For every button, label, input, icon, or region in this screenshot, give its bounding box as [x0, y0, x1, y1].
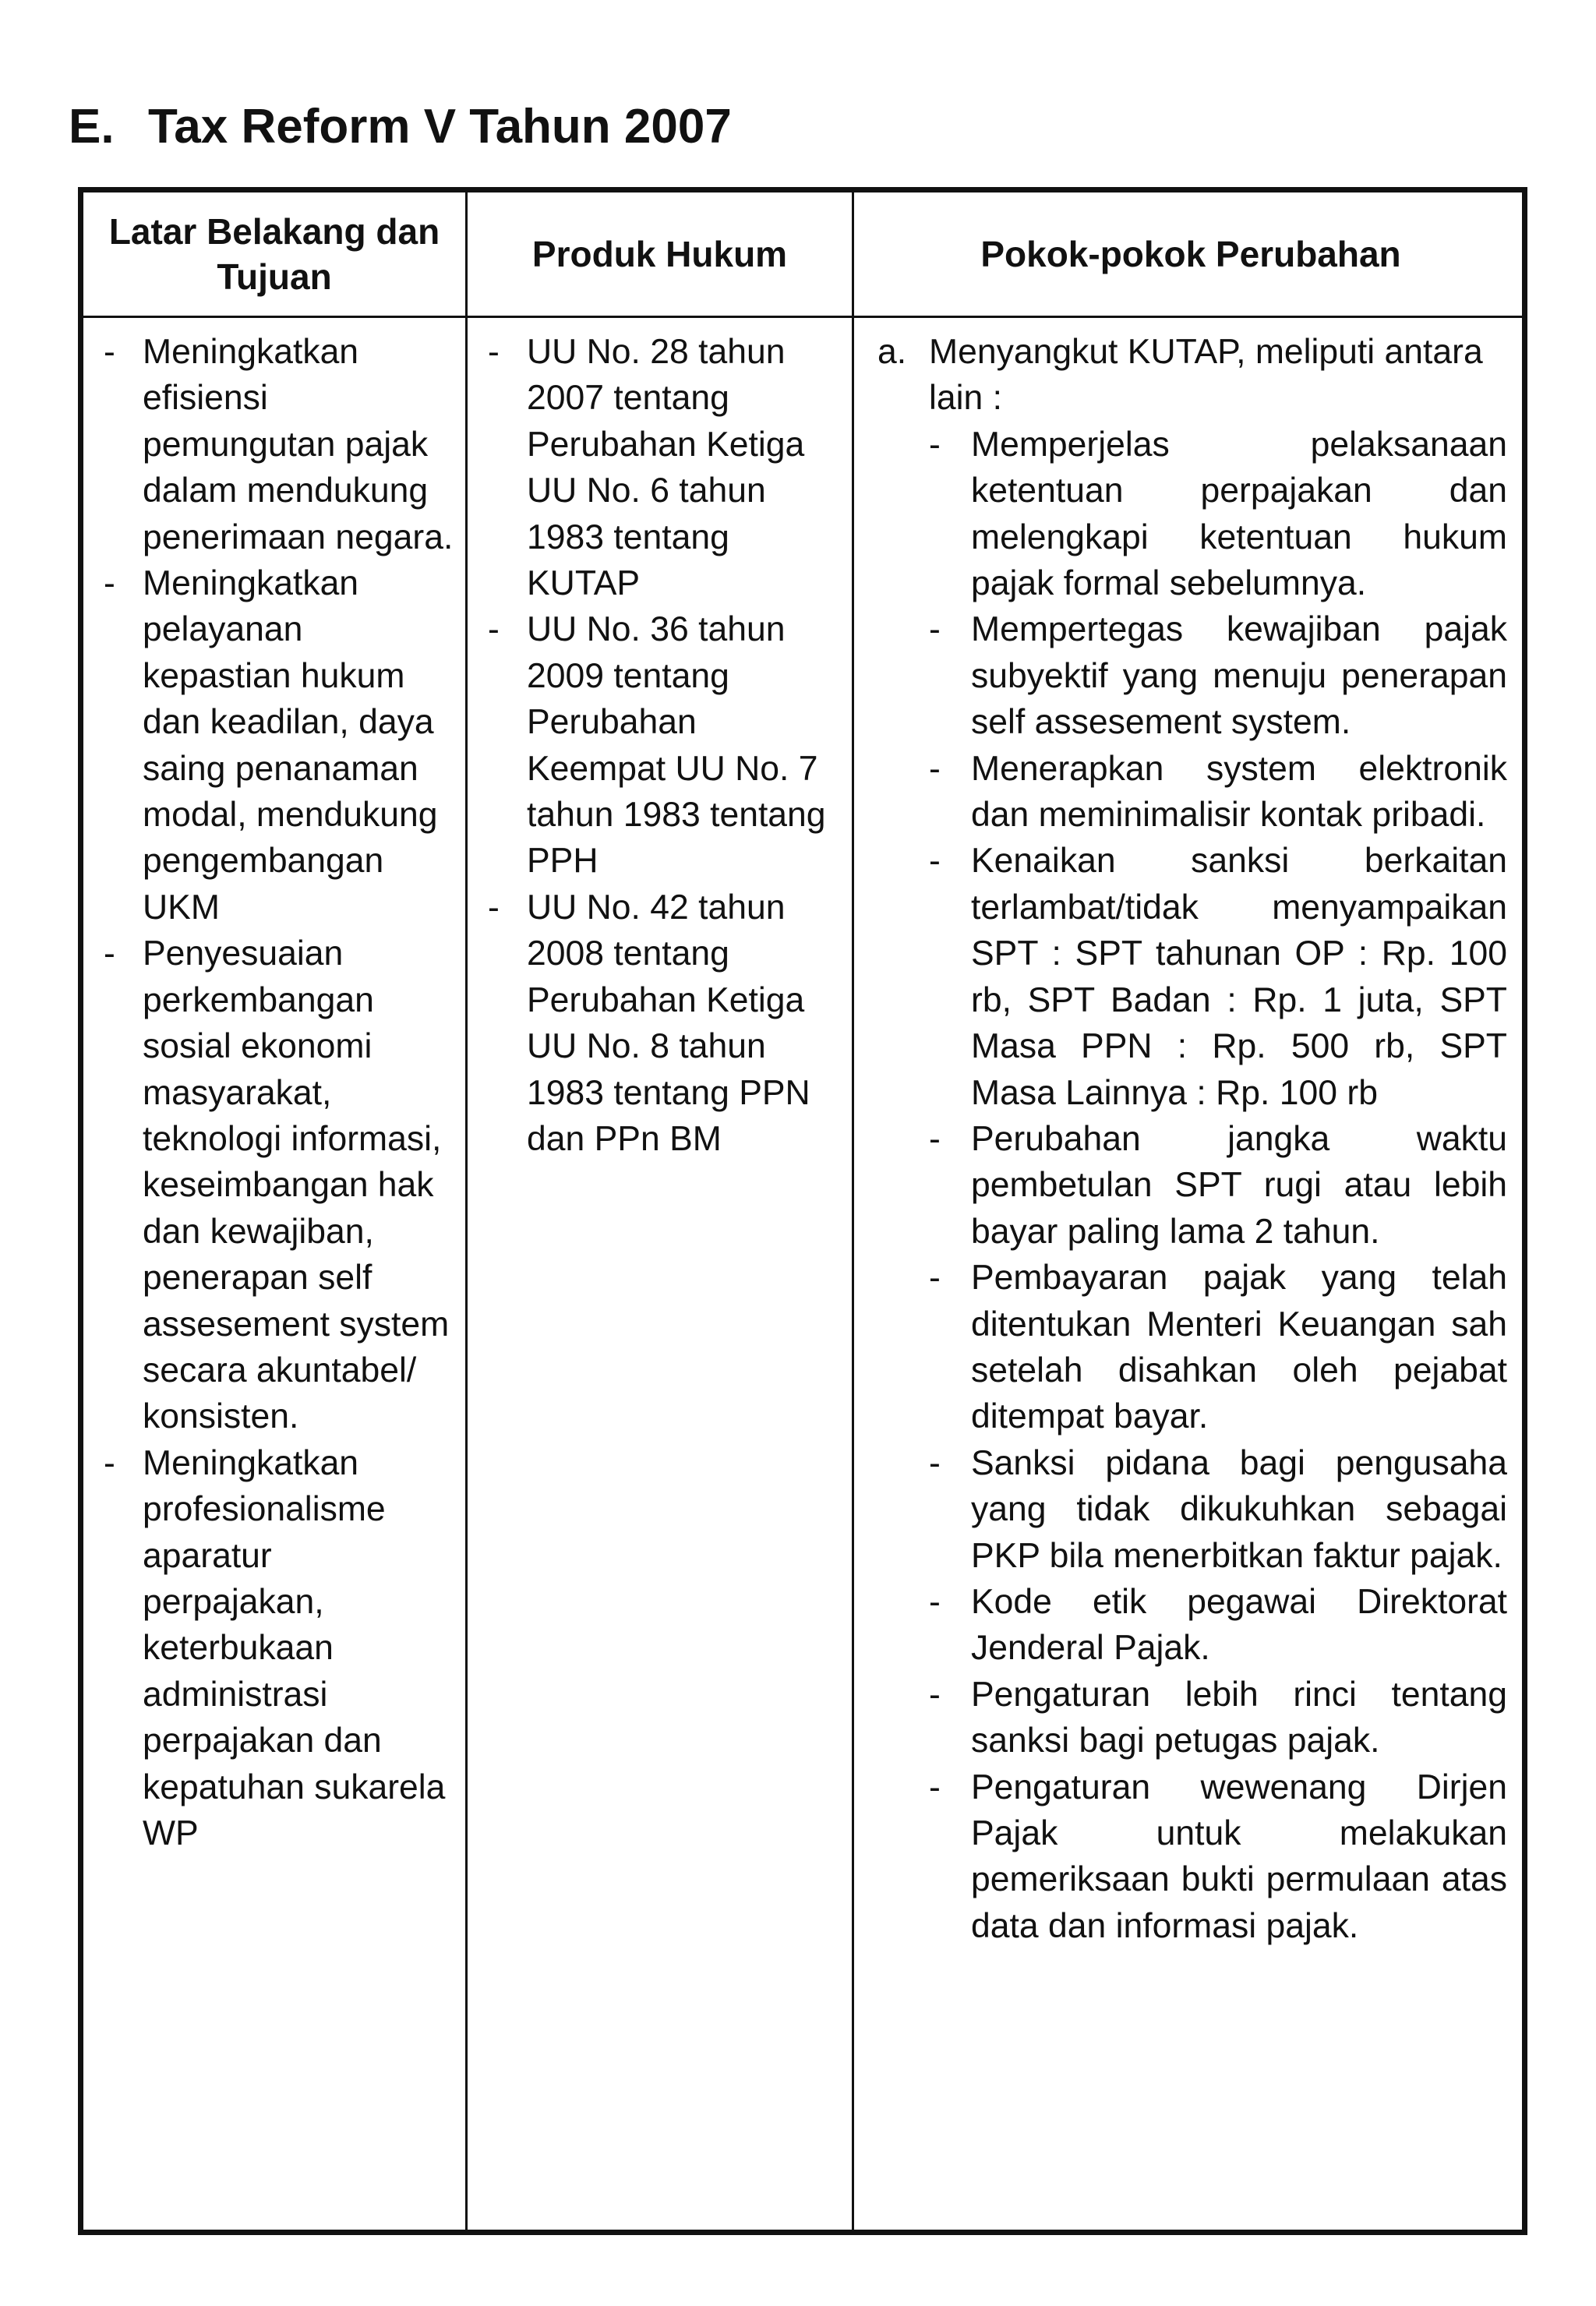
header-latar-belakang: Latar Belakang dan Tujuan [108, 211, 440, 297]
section-title [69, 100, 732, 154]
pokok-item-a [854, 329, 1527, 1949]
list-item: - Meningkatkan pelayanan kepastian hukum dan keadilan, daya saing penanaman modal, mendukung pengembangan UKM [83, 560, 465, 931]
list-marker: - [104, 934, 115, 973]
list-item: - UU No. 36 tahun 2009 tentang Perubahan Keempat UU No. 7 tahun 1983 tentang PPH [468, 606, 852, 884]
tax-reform-table [78, 187, 1527, 2235]
list-marker: - [104, 1443, 115, 1482]
list-marker: - [488, 333, 500, 371]
list-marker: - [929, 1119, 941, 1158]
list-item: - Pembayaran pajak yang telah ditentukan Menteri Keuangan sah setelah disahkan oleh pejabat ditempat bayar. [929, 1255, 1507, 1440]
list-item: - Sanksi pidana bagi pengusaha yang tidak dikukuhkan sebagai PKP bila menerbitkan faktur pajak. [929, 1440, 1507, 1579]
section-letter: E. [69, 100, 115, 154]
pokok-sub-list [929, 422, 1507, 1949]
list-marker: - [488, 610, 500, 649]
list-item: - Meningkatkan profesionalisme aparatur perpajakan, keterbukaan administrasi perpajakan dan kepatuhan sukarela WP [83, 1440, 465, 1857]
list-marker: - [929, 1443, 941, 1482]
list-marker: - [104, 564, 115, 603]
header-produk-hukum: Produk Hukum [531, 234, 788, 274]
header-divider [83, 316, 1522, 318]
list-item: - Meningkatkan efisiensi pemungutan pajak dalam mendukung penerimaan negara. [83, 329, 465, 560]
list-marker: - [929, 749, 941, 788]
cell-pokok-perubahan [854, 329, 1527, 1949]
list-marker: - [929, 842, 941, 881]
list-marker: a. [877, 333, 907, 371]
list-marker: - [488, 888, 500, 927]
list-marker: - [929, 1675, 941, 1714]
list-item: - Perubahan jangka waktu pembetulan SPT rugi atau lebih bayar paling lama 2 tahun. [929, 1116, 1507, 1255]
list-item: - Memperjelas pelaksanaan ketentuan perpajakan dan melengkapi ketentuan hukum pajak formal sebelumnya. [929, 422, 1507, 607]
list-item: - Mempertegas kewajiban pajak subyektif yang menuju penerapan self assesement system. [929, 606, 1507, 745]
list-item: - Kenaikan sanksi berkaitan terlambat/tidak menyampaikan SPT : SPT tahunan OP : Rp. 100 rb, SPT Badan : Rp. 1 juta, SPT Masa PPN : Rp. 500 rb, SPT Masa Lainnya : Rp. 100 rb [929, 838, 1507, 1115]
pokok-intro: Menyangkut KUTAP, meliputi antara lain : [929, 333, 1483, 418]
list-item: - UU No. 42 tahun 2008 tentang Perubahan Ketiga UU No. 8 tahun 1983 tentang PPN dan PPn BM [468, 885, 852, 1162]
list-item: - Kode etik pegawai Direktorat Jenderal Pajak. [929, 1579, 1507, 1672]
list-item: - Penyesuaian perkembangan sosial ekonomi masyarakat, teknologi informasi, keseimbangan hak dan kewajiban, penerapan self assesement system secara akuntabel/ konsisten. [83, 931, 465, 1439]
header-pokok-perubahan: Pokok-pokok Perubahan [980, 234, 1401, 274]
cell-latar-belakang [83, 329, 465, 1856]
latar-belakang-list [83, 329, 465, 1856]
list-item: - UU No. 28 tahun 2007 tentang Perubahan Ketiga UU No. 6 tahun 1983 tentang KUTAP [468, 329, 852, 606]
list-marker: - [929, 610, 941, 649]
list-item: - Pengaturan lebih rinci tentang sanksi bagi petugas pajak. [929, 1672, 1507, 1764]
list-item: - Menerapkan system elektronik dan meminimalisir kontak pribadi. [929, 746, 1507, 839]
produk-hukum-list [468, 329, 852, 1162]
section-title-text: Tax Reform V Tahun 2007 [148, 100, 732, 154]
list-marker: - [929, 1582, 941, 1621]
list-item: - Pengaturan wewenang Dirjen Pajak untuk melakukan pemeriksaan bukti permulaan atas data dan informasi pajak. [929, 1764, 1507, 1950]
list-marker: - [929, 425, 941, 464]
list-marker: - [104, 333, 115, 371]
list-marker: - [929, 1259, 941, 1298]
cell-produk-hukum [468, 329, 852, 1162]
list-marker: - [929, 1767, 941, 1806]
